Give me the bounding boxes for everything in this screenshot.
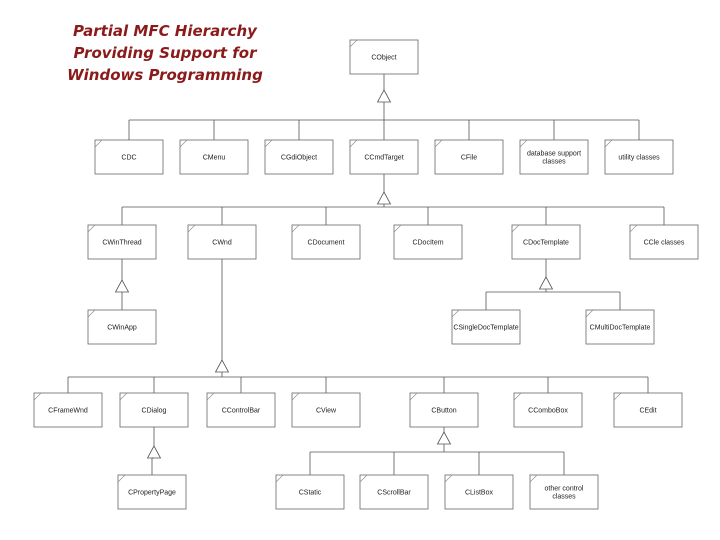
class-label-cstatic: CStatic — [298, 489, 322, 497]
class-label-utility: utility classes — [618, 154, 660, 162]
class-label-cmultidoctemplate: CMultiDocTemplate — [589, 324, 651, 332]
class-label-ccmdtarget: CCmdTarget — [364, 154, 404, 162]
class-label-cedit: CEdit — [639, 407, 657, 415]
class-label-cbutton: CButton — [431, 407, 457, 415]
inheritance-triangle — [148, 446, 161, 458]
class-label-cframewnd: CFrameWnd — [48, 407, 88, 415]
title-line-3: Windows Programming — [67, 66, 263, 84]
class-label-clistbox: CListBox — [464, 489, 494, 497]
class-label-cwinthread: CWinThread — [102, 239, 142, 247]
class-label-cgdiobject: CGdiObject — [280, 154, 318, 162]
title-line-1: Partial MFC Hierarchy — [73, 22, 257, 40]
class-label-cview: CView — [315, 407, 337, 415]
inheritance-triangle — [216, 360, 229, 372]
class-label-cdocitem: CDocItem — [412, 239, 444, 247]
class-label-database: classes — [542, 158, 566, 166]
inheritance-triangle — [378, 192, 391, 204]
inheritance-triangle — [378, 90, 391, 102]
class-label-cdocument: CDocument — [307, 239, 345, 247]
class-label-ccle: CCle classes — [643, 239, 685, 247]
class-label-cdoctemplate: CDocTemplate — [523, 239, 569, 247]
title-line-2: Providing Support for — [73, 44, 257, 62]
class-label-cwnd: CWnd — [212, 239, 232, 247]
inheritance-triangle — [116, 280, 129, 292]
class-label-cpropertypage: CPropertyPage — [128, 489, 176, 497]
inheritance-triangle — [540, 277, 553, 289]
class-label-cdialog: CDialog — [141, 407, 167, 415]
class-label-cdc: CDC — [121, 154, 137, 162]
class-label-ccontrolbar: CControlBar — [221, 407, 261, 415]
class-label-cmenu: CMenu — [202, 154, 226, 162]
class-label-csingledoctemplate: CSingleDocTemplate — [453, 324, 519, 332]
class-label-othercontrol: other control — [544, 485, 584, 493]
class-label-othercontrol: classes — [552, 493, 576, 501]
class-label-cscrollbar: CScrollBar — [377, 489, 411, 497]
class-label-database: database support — [526, 150, 582, 158]
class-label-cwinapp: CWinApp — [107, 324, 137, 332]
class-label-cobject: CObject — [371, 54, 397, 62]
class-label-ccombobox: CComboBox — [528, 407, 568, 415]
inheritance-triangle — [438, 432, 451, 444]
class-label-cfile: CFile — [460, 154, 478, 162]
